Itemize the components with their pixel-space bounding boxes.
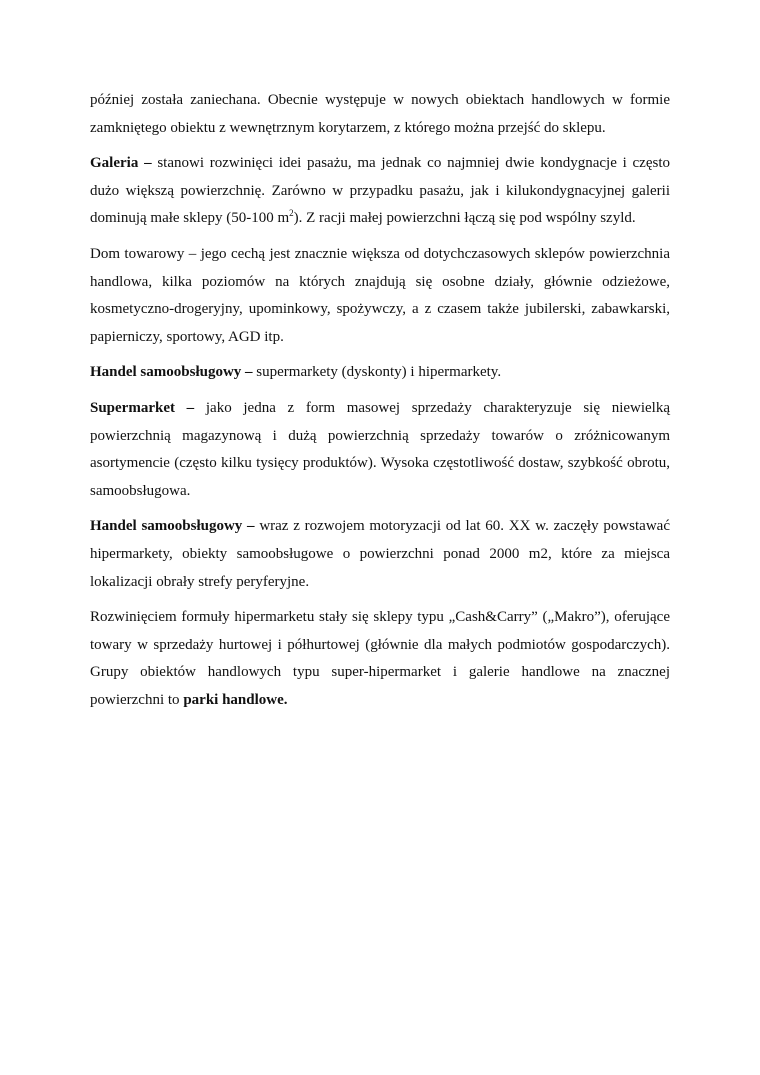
paragraph-supermarket — [90, 395, 670, 505]
paragraph-text: supermarkety (dyskonty) i hipermarkety. — [252, 364, 502, 381]
paragraph-text: Rozwinięciem formuły hipermarketu stały się sklepy typu „Cash&Carry” („Makro”), oferujące towary w sprzedaży hurtowej i półhurtowej (głównie dla małych podmiotów gospodarczych). Grupy obiektów handlowych typu super-hipermarket i galerie handlowe na znacznej powierzchni to — [90, 609, 670, 708]
paragraph-handel-samoobslugowy — [90, 359, 670, 387]
paragraph-text: później została zaniechana. Obecnie występuje w nowych obiektach handlowych w formie zamkniętego obiektu z wewnętrznym korytarzem, z którego można przejść do sklepu. — [90, 92, 670, 136]
paragraph-dom-towarowy — [90, 241, 670, 351]
paragraph-galeria — [90, 150, 670, 233]
superscript: 2 — [289, 208, 294, 219]
paragraph-text: ). Z racji małej powierzchni łączą się pod wspólny szyld. — [293, 210, 636, 227]
term-handel-samoobslugowy-2: Handel samoobsługowy – — [90, 518, 255, 535]
paragraph-pasaz-continuation — [90, 87, 670, 142]
document-page — [90, 87, 670, 722]
term-galeria: Galeria – — [90, 155, 152, 172]
term-supermarket: Supermarket – — [90, 399, 195, 416]
paragraph-hipermarkety — [90, 513, 670, 596]
paragraph-text: jako jedna z form masowej sprzedaży charakteryzuje się niewielką powierzchnią magazynową i dużą powierzchnią sprzedaży towarów o zróżnicowanym asortymencie (często kilku tysięcy produktów). Wysoka częstotliwość dostaw, szybkość obrotu, samoobsługowa. — [90, 399, 670, 499]
term-handel-samoobslugowy: Handel samoobsługowy – — [90, 364, 253, 381]
paragraph-text: wraz z rozwojem motoryzacji od lat 60. XX w. zaczęły powstawać hipermarkety, obiekty samoobsługowe o powierzchni ponad 2000 m2, które za miejsca lokalizacji obrały strefy peryferyjne. — [90, 518, 670, 590]
paragraph-cash-carry — [90, 604, 670, 714]
paragraph-text: Dom towarowy – jego cechą jest znacznie większa od dotychczasowych sklepów powierzchnia handlowa, kilka poziomów na których znajdują się osobne działy, głównie odzieżowe, kosmetyczno-drogeryjny, upominkowy, spożywczy, a z czasem także jubilerski, zabawkarski, papierniczy, sportowy, AGD itp. — [90, 245, 670, 345]
paragraph-text: stanowi rozwinięci idei pasażu, ma jednak co najmniej dwie kondygnacje i często dużo większą powierzchnię. Zarówno w przypadku pasażu, jak i kilukondygnacyjnej galerii dominują małe sklepy (50-100 m — [90, 155, 670, 227]
term-parki-handlowe: parki handlowe. — [183, 691, 288, 708]
